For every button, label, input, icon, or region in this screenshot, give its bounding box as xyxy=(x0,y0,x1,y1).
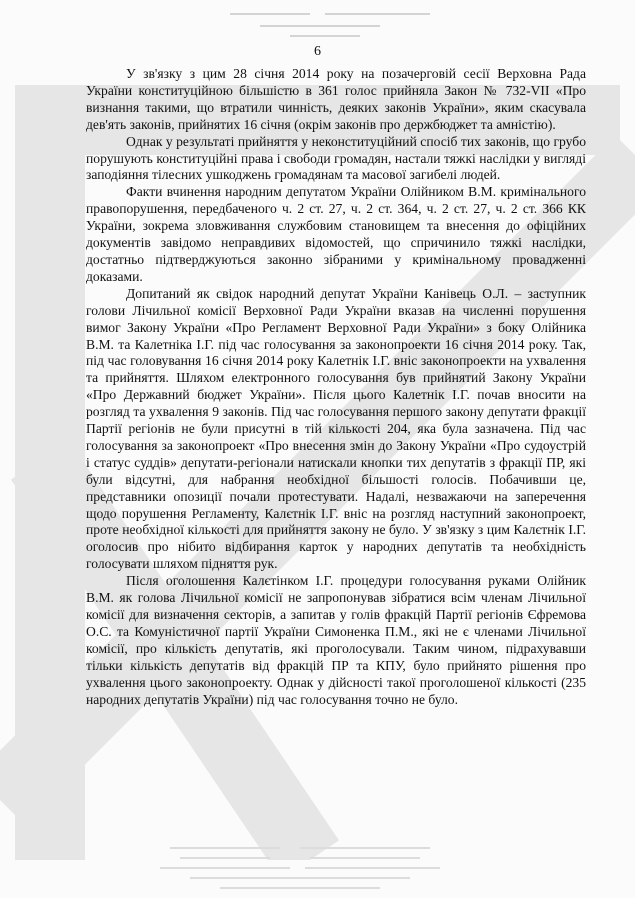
paragraph: У зв'язку з цим 28 січня 2014 року на позачерговій сесії Верховна Рада України конституційною більшістю в 361 голос прийняла Закон № 732-VII «Про визнання такими, що втратили чинність, деяких законів України», яким скасувала дев'ять законів, прийнятих 16 січня (окрім законів про держбюджет та амністію). xyxy=(86,66,586,132)
page-number: 6 xyxy=(314,44,321,59)
paragraph: Однак у результаті прийняття у неконституційний спосіб тих законів, що грубо порушують конституційні права і свободи громадян, настали тяжкі наслідки у вигляді заподіяння тілесних ушкоджень громадянам та масової загибелі людей. xyxy=(86,133,586,183)
body-text xyxy=(86,66,586,708)
faint-header-marks xyxy=(230,8,450,40)
faint-footer-marks xyxy=(160,842,450,892)
paragraph: Допитаний як свідок народний депутат України Канівець О.Л. – заступник голови Лічильної комісії Верховної Ради України вказав на численні порушення вимог Закону України «Про Регламент Верховної Ради України» з боку Олійника В.М. та Калетніка І.Г. під час голосування за законопроекти 16 січня 2014 року. Так, під час головування 16 січня 2014 року Калетнік І.Г. вніс законопроекти на ухвалення та прийняття. Шляхом електронного голосування був прийнятий Закону України «Про Державний бюджет України». Після цього Калетнік І.Г. почав вносити на розгляд та ухвалення 9 законів. Під час голосування першого закону депутати фракції Партії регіонів не були присутні в тій кількості 204, яка була зазначена. Під час голосування за законопроект «Про внесення змін до Закону України «Про судоустрій і статус суддів» депутати-регіонали натискали кнопки тих депутатів з фракції ПР, які були відсутні, для набрання необхідної більшості голосів. Побачивши це, представники опозиції почали протестувати. Надалі, незважаючи на заперечення щодо порушення Регламенту, Калєтнік І.Г. вніс на розгляд наступний законопроект, проте необхідної кількості для прийняття закону не було. У зв'язку з цим Калєтнік І.Г. оголосив про нібито відбирання карток у народних депутатів та необхідність голосувати шляхом підняття рук. xyxy=(86,285,586,572)
paragraph: Факти вчинення народним депутатом України Олійником В.М. кримінального правопорушення, передбаченого ч. 2 ст. 27, ч. 2 ст. 364, ч. 2 ст. 27, ч. 2 ст. 366 КК України, зокрема зловживання службовим становищем та внесення до офіційних документів завідомо неправдивих відомостей, що спричинило тяжкі наслідки, достатньо підтверджуються законно зібраними у кримінальному провадженні доказами. xyxy=(86,184,586,284)
paragraph: Після оголошення Калєтінком І.Г. процедури голосування руками Олійник В.М. як голова Лічильної комісії не запропонував зібратися всім членам Лічильної комісії для визначення секторів, а запитав у голів фракцій Партії регіонів Єфремова О.С. та Комуністичної партії України Симоненка П.М., які не є членами Лічильної комісії, про кількість депутатів, які проголосували. Таким чином, підрахувавши тільки кількість депутатів від фракцій ПР та КПУ, було прийнято рішення про ухвалення цього законопроекту. Однак у дійсності такої проголошеної кількості (235 народних депутатів України) під час голосування точно не було. xyxy=(86,573,586,707)
